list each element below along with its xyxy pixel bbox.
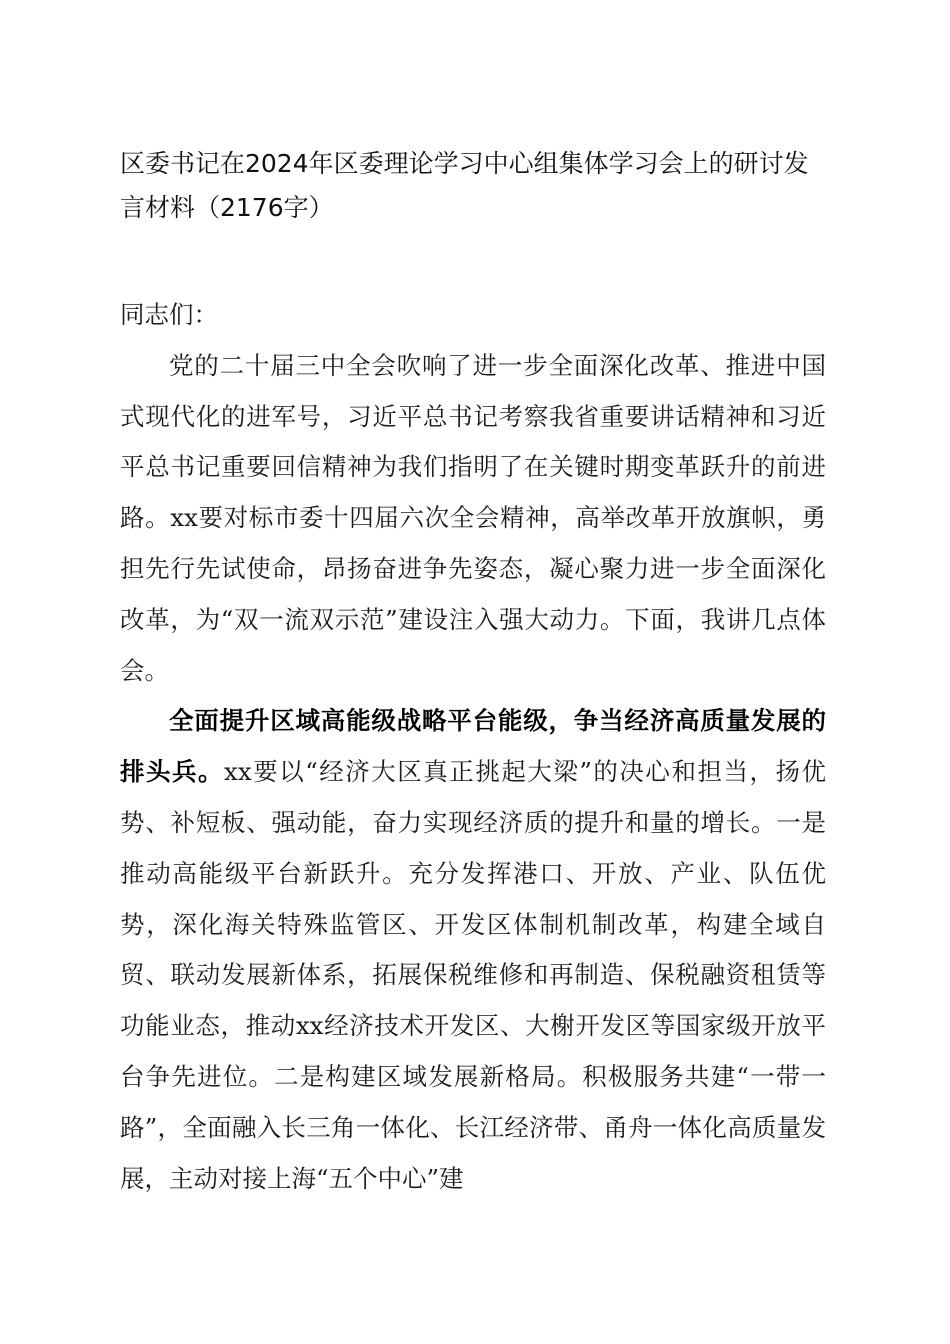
section-body: xx要以“经济大区真正挑起大梁”的决心和担当，扬优势、补短板、强动能，奋力实现经济质的提升和量的增长。一是推动高能级平台新跃升。充分发挥港口、开放、产业、队伍优势，深化海关特殊监管区、开发区体制机制改革，构建全域自贸、联动发展新体系，拓展保税维修和再制造、保税融资租赁等功能业态，推动xx经济技术开发区、大榭开发区等国家级开放平台争先进位。二是构建区域发展新格局。积极服务共建“一带一路”，全面融入长三角一体化、长江经济带、甬舟一体化高质量发展，主动对接上海“五个中心”建 bbox=[120, 757, 826, 1193]
section-heading: 全面提升区域高能级战略平台能级，争当经济高质量发展的排头兵。 bbox=[120, 706, 826, 787]
salutation: 同志们： bbox=[120, 300, 218, 329]
paragraph-section-1 bbox=[120, 696, 826, 1204]
paragraph-intro: 党的二十届三中全会吹响了进一步全面深化改革、推进中国式现代化的进军号，习近平总书记考察我省重要讲话精神和习近平总书记重要回信精神为我们指明了在关键时期变革跃升的前进路。xx要对标市委十四届六次全会精神，高举改革开放旗帜，勇担先行先试使命，昂扬奋进争先姿态，凝心聚力进一步全面深化改革，为“双一流双示范”建设注入强大动力。下面，我讲几点体会。 bbox=[120, 350, 826, 685]
document-body bbox=[120, 290, 826, 1204]
document-title: 区委书记在2024年区委理论学习中心组集体学习会上的研讨发言材料（2176字） bbox=[120, 149, 809, 222]
